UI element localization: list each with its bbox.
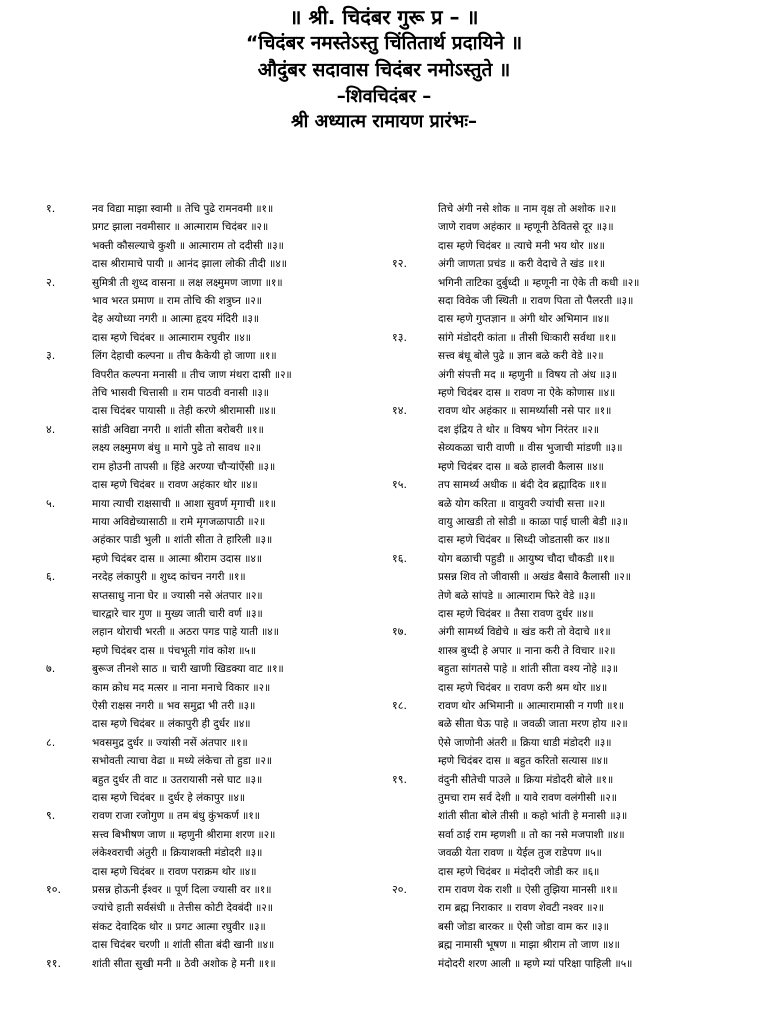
verse-line: जाणे रावण अहंकार ॥ म्हणूनी ठेवितसे दूर ॥३॥ <box>438 221 614 234</box>
verse-line: रावण थोर अभिमानी ॥ आत्मारामासी न गणी ॥१॥ <box>438 699 625 712</box>
verse-line: तप सामर्थ्य अधीक ॥ बंदी देव ब्रह्मादिक ॥१॥ <box>438 479 607 492</box>
verse-line: ज्यांचे हाती सर्वसंधी ॥ तेत्तीस कोटी देवबंदी ॥२॥ <box>92 902 274 915</box>
verse-line: अंगी सामर्थ्य विद्येचे ॥ खंड करी तो वेदाचे ॥१॥ <box>438 626 611 639</box>
verse-number: ५. <box>46 496 56 510</box>
verse-line: वायु आखडी तो सोडी ॥ काळा पाई घाली बेडी ॥३॥ <box>438 515 628 528</box>
verse-line: म्हणे चिदंबर दास ॥ पंचभूती गांव कोश ॥५॥ <box>92 644 257 657</box>
shloka-line-2: औदुंबर सदावास चिदंबर नमोऽस्तुते ॥ <box>257 59 511 81</box>
verse-block <box>0 734 384 808</box>
verse-block <box>384 476 768 550</box>
verse-line: काम क्रोध मद मत्सर ॥ नाना मनाचे विकार ॥२॥ <box>92 681 271 694</box>
verse-line: अंगी जाणता प्रचंड ॥ करी वेदाचे ते खंड ॥१॥ <box>438 258 606 271</box>
verse-number: १८. <box>392 698 407 712</box>
verse-number: १०. <box>46 883 61 897</box>
verse-line: बळे सीता घेऊ पाहे ॥ जवळी जाता मरण होय ॥२॥ <box>438 718 628 731</box>
verse-block <box>384 550 768 624</box>
verse-line: बहुत दुर्धर ती वाट ॥ उतरायासी नसे घाट ॥३॥ <box>92 773 263 786</box>
verse-line: शास्त्र बुध्दी हे अपार ॥ नाना करी ते विचार ॥२॥ <box>438 644 616 657</box>
right-column <box>384 200 768 973</box>
verse-block <box>0 881 384 955</box>
verse-line: ऐसी राक्षस नगरी ॥ भव समुद्रा भी तरी ॥३॥ <box>92 699 256 712</box>
verse-line: बसी जोडा बारकर ॥ ऐसी जोडा वाम कर ॥३॥ <box>438 920 609 933</box>
verse-line: देह अयोध्या नगरी ॥ आत्मा हृदय मंदिरी ॥३॥ <box>92 313 260 326</box>
verse-block <box>384 771 768 881</box>
verse-block <box>0 421 384 495</box>
verse-number: २. <box>46 275 56 289</box>
verse-block <box>384 200 768 255</box>
verse-block <box>0 660 384 734</box>
verse-line: सेव्यकळा चारी वाणी ॥ वीस भुजाची मांडणी ॥३॥ <box>438 442 623 455</box>
verse-line: ब्रह्म नामासी भूषण ॥ माझा श्रीराम तो जाण ॥४॥ <box>438 939 620 952</box>
verse-block <box>0 807 384 881</box>
verse-line: चारद्वारे चार गुण ॥ मुख्य जाती चारी वर्ण ॥३॥ <box>92 607 263 620</box>
verse-number: ११. <box>46 956 61 970</box>
verse-line: म्हणे चिदंबर दास ॥ बहुत करितो सत्यास ॥४॥ <box>438 755 609 768</box>
verse-line: दास म्हणे चिदंबर ॥ मंदोदरी जोडी कर ॥६॥ <box>438 865 600 878</box>
verse-block <box>384 623 768 697</box>
verse-block <box>0 274 384 348</box>
verse-number: २०. <box>392 883 407 897</box>
verse-line: शांती सीता बोले तीसी ॥ कहो भांती हे मनासी ॥३॥ <box>438 810 628 823</box>
verse-line: सप्तसाधु नाना घेर ॥ ज्यासी नसे अंतपार ॥२॥ <box>92 589 263 602</box>
invocation-line: ॥ श्री. चिदंबर गुरू प्र – ॥ <box>289 5 479 29</box>
verse-line: जवळी येता रावण ॥ येईल तुज राडेपण ॥५॥ <box>438 847 602 860</box>
verse-line: लक्ष्य लक्ष्मुमण बंधु ॥ मागे पुढे तो सावध ॥२॥ <box>92 442 262 455</box>
verse-line: प्रगट झाला नवमीसार ॥ आत्माराम चिदंबर ॥२॥ <box>92 221 269 234</box>
verse-block <box>384 697 768 771</box>
verse-line: दश इंद्रिय ते थोर ॥ विषय भोग निरंतर ॥२॥ <box>438 423 600 436</box>
verse-line: लंकेश्वराची अंतुरी ॥ क्रियाशक्ती मंडोदरी ॥३॥ <box>92 847 263 860</box>
verse-line: दास म्हणे चिदंबर ॥ रावण करी श्रम थोर ॥४॥ <box>438 681 608 694</box>
verse-block <box>0 495 384 569</box>
verse-line: सर्वा ठाई राम म्हणशी ॥ तो का नसे मजपाशी ॥४॥ <box>438 828 625 841</box>
verse-block <box>0 955 384 973</box>
shloka-line-1: “चिदंबर नमस्तेऽस्तु चिंतितार्थ प्रदायिने ॥ <box>245 32 523 54</box>
verse-line: दास म्हणे चिदंबर ॥ आत्माराम रघुवीर ॥४॥ <box>92 331 251 344</box>
verse-number: १५. <box>392 478 407 492</box>
verse-number: १३. <box>392 330 407 344</box>
verse-line: विपरीत कल्पना मनासी ॥ तीच जाण मंथरा दासी ॥२॥ <box>92 368 292 381</box>
verse-block <box>0 347 384 421</box>
verse-line: म्हणे चिदंबर दास ॥ आत्मा श्रीराम उदास ॥४॥ <box>92 552 263 565</box>
verse-line: दास श्रीरामाचे पायी ॥ आनंद झाला लोकी तीदी ॥४॥ <box>92 258 287 271</box>
verse-line: दास म्हणे चिदंबर ॥ लंकापुरी ही दुर्धर ॥४॥ <box>92 718 251 731</box>
verse-line: अंगी संपत्ती मद ॥ म्हणुनी ॥ विषय तो अंध ॥३॥ <box>438 368 618 381</box>
verse-line: अहंकार पाडी भुली ॥ शांती सीता ते हारिली ॥३॥ <box>92 534 273 547</box>
verse-line: दास म्हणे गुप्तज्ञान ॥ अंगी थोर अभिमान ॥४॥ <box>438 313 610 326</box>
document-title: श्री अध्यात्म रामायण प्रारंभः– <box>290 111 478 132</box>
verse-line: तुमचा राम सर्व देशी ॥ यावे रावण वलंगीसी ॥२॥ <box>438 792 617 804</box>
verse-line: दास म्हणे चिदंबर ॥ दुर्धर हे लंकापुर ॥४॥ <box>92 792 246 804</box>
verse-line: नरदेह लंकापुरी ॥ शुध्द कांचन नगरी ॥१॥ <box>92 571 246 584</box>
verse-line: बळे योग करिता ॥ वायुवरी ज्यांची सत्ता ॥२॥ <box>438 497 606 510</box>
verse-block <box>384 255 768 329</box>
verse-line: शांती सीता सुखी मनी ॥ ठेवी अशोक हे मनी ॥१॥ <box>92 957 276 970</box>
verse-line: योग बळाची पहुडी ॥ आयुष्य चौदा चौकडी ॥१॥ <box>438 552 615 565</box>
verse-number: १. <box>46 202 56 215</box>
verse-block <box>384 402 768 476</box>
verse-line: म्हणे चिदंबर दास ॥ बळे हालवी कैलास ॥४॥ <box>438 460 604 473</box>
page-header <box>0 4 768 134</box>
verse-number: ६. <box>46 570 56 584</box>
verse-line: दास म्हणे चिदंबर ॥ त्याचे मनी भय थोर ॥४॥ <box>438 239 605 252</box>
verse-line: भाव भरत प्रमाण ॥ राम तोचि की शत्रुघ्न ॥२॥ <box>92 295 263 308</box>
verse-line: वंदुनी सीतेची पाउले ॥ क्रिया मंडोदरी बोले ॥१॥ <box>438 773 614 786</box>
verse-line: दास म्हणे चिदंबर ॥ रावण पराक्रम थोर ॥४॥ <box>92 865 257 878</box>
verse-block <box>0 568 384 660</box>
verse-line: सांडी अविद्या नगरी ॥ शांती सीता बरोबरी ॥१॥ <box>92 423 264 436</box>
verse-line: माया अविद्येच्यासाठी ॥ रामे मृगजळापाठी ॥२॥ <box>92 515 266 528</box>
verse-line: सदा विवेक जी स्थिती ॥ रावण पिता तो पैलरती ॥३॥ <box>438 295 634 308</box>
verse-line: म्हणे चिदंबर दास ॥ रावण ना ऐके कोणास ॥४॥ <box>438 387 616 400</box>
verse-line: संकट देवादिक थोर ॥ प्रगट आत्मा रघुवीर ॥३॥ <box>92 920 266 933</box>
verse-line: दास म्हणे चिदंबर ॥ तैसा रावण दुर्धर ॥४॥ <box>438 607 594 620</box>
left-column <box>0 200 384 973</box>
verse-line: प्रसन्न शिव तो जीवासी ॥ अखंड बैसावे कैलासी ॥२॥ <box>438 571 631 584</box>
verse-block <box>384 329 768 403</box>
verse-number: ३. <box>46 349 56 363</box>
verse-line: प्रसन्न होऊनी ईश्वर ॥ पूर्ण दिला ज्यासी वर ॥१॥ <box>92 884 272 897</box>
verse-line: लिंग देहाची कल्पना ॥ तीच कैकेयी हो जाणा ॥१॥ <box>92 350 277 363</box>
verse-number: ४. <box>46 422 56 436</box>
verse-line: रावण थोर अहंकार ॥ सामर्थ्यासी नसे पार ॥१॥ <box>438 405 612 418</box>
verse-number: १६. <box>392 551 407 565</box>
verse-line: दास चिदंबर चरणी ॥ शांती सीता बंदी खानी ॥४॥ <box>92 939 275 952</box>
verse-line: राम ब्रह्म निराकार ॥ रावण शेवटी नश्वर ॥२॥ <box>438 902 605 915</box>
verse-number: १९. <box>392 772 407 786</box>
verse-line: सत्त्व बंधू बोले पुढे ॥ ज्ञान बळे करी वेडे ॥२॥ <box>438 350 604 363</box>
verse-line: मंदोदरी शरण आली ॥ म्हणे म्यां परिक्षा पाहिली ॥५॥ <box>438 957 633 970</box>
verse-line: नव विद्या माझा स्वामी ॥ तेचि पुढे रामनवमी ॥१॥ <box>92 203 274 215</box>
verse-line: दास म्हणे चिदंबर ॥ सिध्दी जोडतासी कर ॥४॥ <box>438 534 610 547</box>
verse-line: सुमित्री ती शुध्द वासना ॥ लक्ष लक्ष्मुमण जाणा ॥१॥ <box>92 276 283 289</box>
verse-line: बहुता सांगतसे पाहे ॥ शांती सीता वश्य नोहे ॥३॥ <box>438 663 619 676</box>
verse-line: माया त्याची राक्षसाची ॥ आशा सुवर्ण मृगाची ॥१॥ <box>92 497 276 510</box>
verse-line: सांगे मंडोदरी कांता ॥ तीसी धिःकारी सर्वथा ॥१॥ <box>438 331 617 344</box>
verse-line: तेणे बळे सांपडे ॥ आत्माराम फिरे वेडे ॥३॥ <box>438 589 596 602</box>
verse-number: ८. <box>46 735 56 749</box>
verse-number: ७. <box>46 662 56 676</box>
verse-line: ऐसे जाणोनी अंतरी ॥ क्रिया धाडी मंडोदरी ॥३॥ <box>438 736 612 749</box>
verse-line: दास म्हणे चिदंबर ॥ रावण अहंकार थोर ॥४॥ <box>92 479 258 492</box>
verse-line: राम होउनी तापसी ॥ हिंडे अरण्या चौऱ्यांऐंसी ॥३॥ <box>92 460 276 473</box>
verse-number: १४. <box>392 404 407 418</box>
verse-line: भवसमुद्र दुर्धर ॥ ज्यांसी नसें अंतपार ॥१॥ <box>92 736 248 749</box>
verse-number: ९. <box>46 809 56 823</box>
verse-line: राम रावण येक राशी ॥ ऐसी तुझिया मानसी ॥१॥ <box>438 884 618 897</box>
verse-line: सत्त्व बिभीषण जाण ॥ म्हणुनी श्रीरामा शरण ॥२॥ <box>92 828 276 841</box>
verse-block <box>0 200 384 274</box>
verse-line: भक्ती कौसल्याचे कुशी ॥ आत्माराम तो ददीसी ॥३॥ <box>92 239 284 252</box>
verse-number: १७. <box>392 625 407 639</box>
verse-line: तिचे अंगी नसे शोक ॥ नाम वृक्ष तो अशोक ॥२॥ <box>438 203 617 215</box>
verse-line: लहान थोराची भरती ॥ अठरा पगड पाहे याती ॥४॥ <box>92 626 279 639</box>
verse-number: १२. <box>392 257 407 271</box>
verse-line: रावण राजा रजोगुण ॥ तम बंधु कुंभकर्ण ॥१॥ <box>92 810 261 823</box>
verse-block <box>384 881 768 973</box>
verse-line: भगिनी ताटिका दुर्बुध्दी ॥ म्हणूनी ना ऐके ती कधी ॥२॥ <box>438 276 640 289</box>
verse-line: सभोवती त्याचा वेढा ॥ मध्ये लंकेचा तो हुडा ॥२॥ <box>92 755 273 768</box>
author-line: –शिवचिदंबर – <box>336 86 432 107</box>
verse-line: तेचि भासवी चित्तासी ॥ राम पाठवी वनासी ॥३॥ <box>92 387 269 400</box>
verse-line: बुरूज तीनशे साठ ॥ चारी खाणी खिडक्या वाट ॥१॥ <box>92 663 284 676</box>
verse-line: दास चिदंबर पायासी ॥ तेही करणे श्रीरामासी ॥४॥ <box>92 405 276 418</box>
